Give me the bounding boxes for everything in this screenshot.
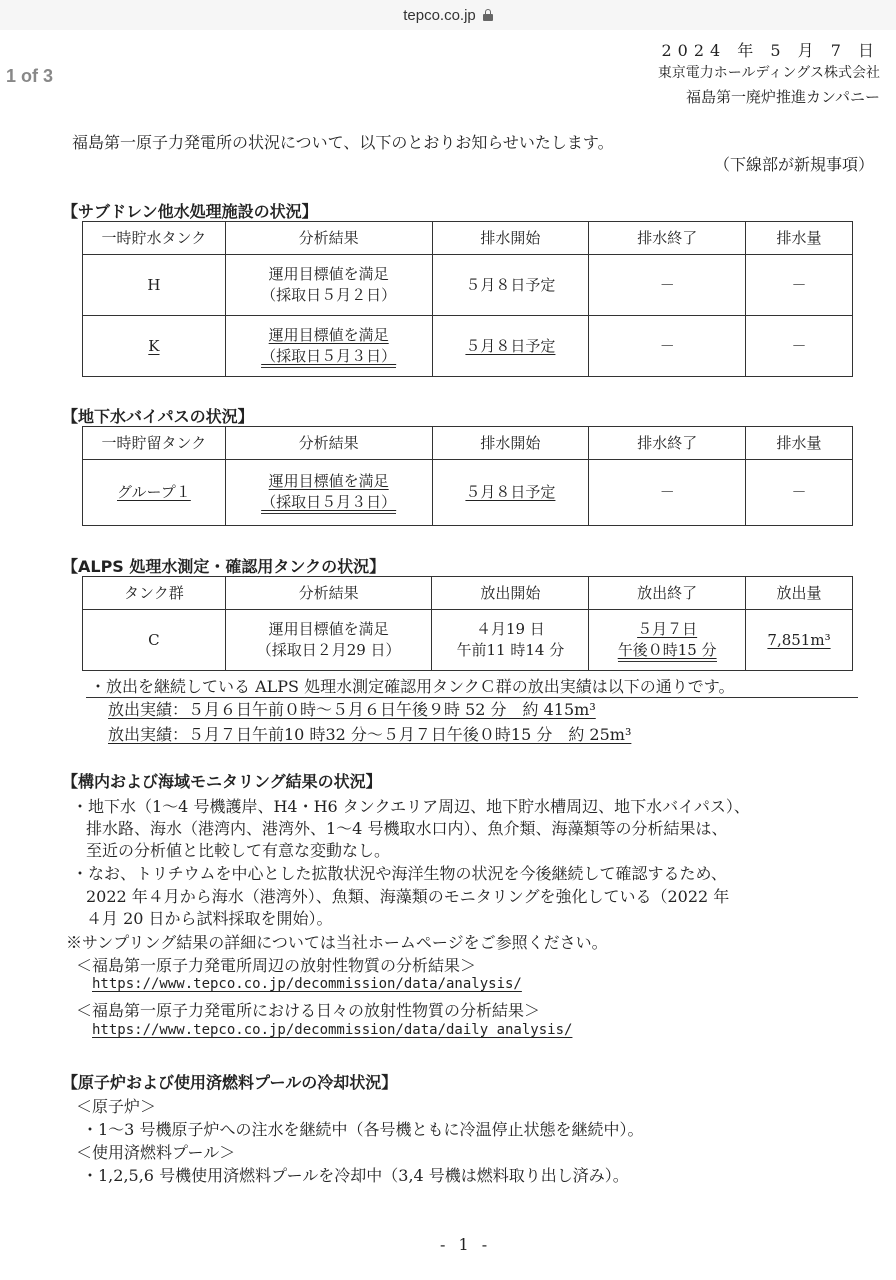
reactor-line: ・1～3 号機原子炉への注水を継続中（各号機ともに冷温停止状態を継続中）。 xyxy=(82,1120,644,1139)
tank-cell: K xyxy=(83,316,226,377)
column-header: 排水開始 xyxy=(432,222,589,255)
pool-label: ＜使用済燃料プール＞ xyxy=(76,1143,236,1162)
underline-note: （下線部が新規事項） xyxy=(713,155,874,174)
alps-result-1: 放出実績：５月６日午前０時～５月６日午後９時 52 分 約 415m³ xyxy=(108,700,596,719)
column-header: 分析結果 xyxy=(225,222,432,255)
alps-bullet: ・放出を継続している ALPS 処理水測定確認用タンクＣ群の放出実績は以下の通りです。 xyxy=(86,674,858,698)
volume-cell: － xyxy=(746,460,853,526)
daily-analysis-link[interactable]: https://www.tepco.co.jp/decommission/data/daily_analysis/ xyxy=(92,1022,573,1038)
monitoring-line: ＜福島第一原子力発電所周辺の放射性物質の分析結果＞ xyxy=(76,956,477,975)
volume-cell: 7,851m³ xyxy=(746,610,853,671)
column-header: タンク群 xyxy=(83,577,226,610)
table-row xyxy=(83,255,853,316)
monitoring-line: ・地下水（1～4 号機護岸、H4・H6 タンクエリア周辺、地下貯水槽周辺、地下水バイパス）、 xyxy=(72,797,750,816)
tank-cell: C xyxy=(83,610,226,671)
document-date: 2024 年 5 月 7 日 xyxy=(661,41,880,60)
monitoring-line: 至近の分析値と比較して有意な変動なし。 xyxy=(86,841,391,860)
bypass-table xyxy=(82,426,853,526)
result-cell: 運用目標値を満足 （採取日５月３日） xyxy=(225,460,432,526)
analysis-link[interactable]: https://www.tepco.co.jp/decommission/data/analysis/ xyxy=(92,976,522,992)
table-row xyxy=(83,610,853,671)
start-cell: ５月８日予定 xyxy=(432,255,589,316)
table-header-row xyxy=(83,427,853,460)
tank-cell: グループ１ xyxy=(83,460,226,526)
section-title-alps: 【ALPS 処理水測定・確認用タンクの状況】 xyxy=(62,557,386,576)
column-header: 放出終了 xyxy=(589,577,746,610)
table-row xyxy=(83,460,853,526)
section-title-monitoring: 【構内および海域モニタリング結果の状況】 xyxy=(62,772,382,791)
alps-table xyxy=(82,576,853,671)
column-header: 分析結果 xyxy=(225,577,432,610)
organization-name: 東京電力ホールディングス株式会社 xyxy=(657,65,880,81)
table-header-row xyxy=(83,577,853,610)
pool-line: ・1,2,5,6 号機使用済燃料プールを冷却中（3,4 号機は燃料取り出し済み）。 xyxy=(82,1166,629,1185)
result-cell: 運用目標値を満足 （採取日５月２日） xyxy=(225,255,432,316)
subdrain-table xyxy=(82,221,853,377)
organization-division: 福島第一廃炉推進カンパニー xyxy=(686,88,880,106)
monitoring-line: 2022 年４月から海水（港湾外）、魚類、海藻類のモニタリングを強化している（2022 年 xyxy=(86,887,730,906)
table-row xyxy=(83,316,853,377)
end-cell: － xyxy=(589,316,746,377)
section-title-subdrain: 【サブドレン他水処理施設の状況】 xyxy=(62,202,318,221)
column-header: 一時貯留タンク xyxy=(83,427,226,460)
start-cell: ５月８日予定 xyxy=(432,460,589,526)
page-number: - 1 - xyxy=(440,1235,492,1254)
column-header: 排水量 xyxy=(746,222,853,255)
column-header: 排水終了 xyxy=(589,222,746,255)
alps-result-2: 放出実績：５月７日午前10 時32 分～５月７日午後０時15 分 約 25m³ xyxy=(108,725,632,744)
section-title-bypass: 【地下水バイパスの状況】 xyxy=(62,407,254,426)
column-header: 排水量 xyxy=(746,427,853,460)
url-text: tepco.co.jp xyxy=(403,6,476,24)
column-header: 一時貯水タンク xyxy=(83,222,226,255)
column-header: 排水開始 xyxy=(432,427,589,460)
browser-address-bar[interactable] xyxy=(0,0,896,30)
monitoring-line: 排水路、海水（港湾内、港湾外、1～4 号機取水口内）、魚介類、海藻類等の分析結果は、 xyxy=(86,819,728,838)
section-title-cooling: 【原子炉および使用済燃料プールの冷却状況】 xyxy=(62,1073,398,1092)
end-cell: ５月７日 午後０時15 分 xyxy=(589,610,746,671)
volume-cell: － xyxy=(746,255,853,316)
page-indicator: 1 of 3 xyxy=(6,66,54,86)
monitoring-line: ＜福島第一原子力発電所における日々の放射性物質の分析結果＞ xyxy=(76,1001,541,1020)
monitoring-line: ４月 20 日から試料採取を開始）。 xyxy=(86,909,333,928)
end-cell: － xyxy=(589,460,746,526)
end-cell: － xyxy=(589,255,746,316)
tank-cell: H xyxy=(83,255,226,316)
intro-text: 福島第一原子力発電所の状況について、以下のとおりお知らせいたします。 xyxy=(72,133,614,152)
table-header-row xyxy=(83,222,853,255)
lock-icon xyxy=(483,9,493,21)
volume-cell: － xyxy=(746,316,853,377)
column-header: 放出量 xyxy=(746,577,853,610)
monitoring-line: ※サンプリング結果の詳細については当社ホームページをご参照ください。 xyxy=(66,933,608,952)
monitoring-line: ・なお、トリチウムを中心とした拡散状況や海洋生物の状況を今後継続して確認するため、 xyxy=(72,864,727,883)
result-cell: 運用目標値を満足 （採取日５月３日） xyxy=(225,316,432,377)
column-header: 排水終了 xyxy=(589,427,746,460)
column-header: 放出開始 xyxy=(432,577,589,610)
reactor-label: ＜原子炉＞ xyxy=(76,1097,157,1116)
start-cell: ４月19 日 午前11 時14 分 xyxy=(432,610,589,671)
result-cell: 運用目標値を満足 （採取日２月29 日） xyxy=(225,610,432,671)
column-header: 分析結果 xyxy=(225,427,432,460)
start-cell: ５月８日予定 xyxy=(432,316,589,377)
